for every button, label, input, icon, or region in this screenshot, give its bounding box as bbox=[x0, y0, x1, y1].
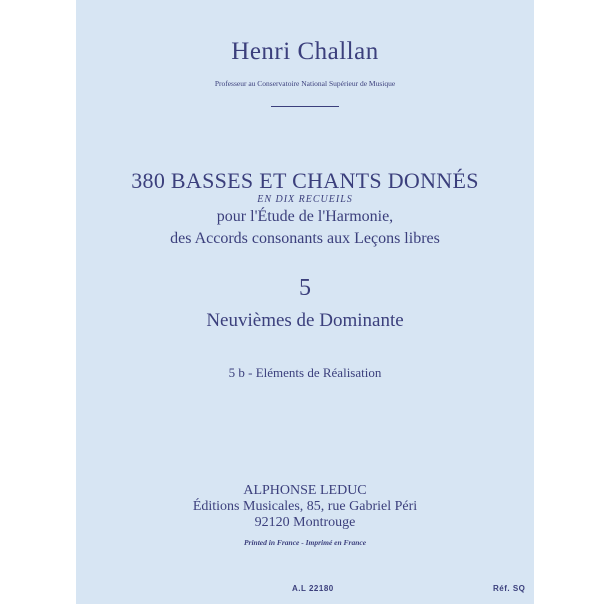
publisher-name: ALPHONSE LEDUC bbox=[243, 483, 367, 498]
subtitle-range: des Accords consonants aux Leçons libres bbox=[170, 230, 440, 247]
author-title: Professeur au Conservatoire National Supérieur de Musique bbox=[214, 79, 396, 88]
subtitle-study: pour l'Étude de l'Harmonie, bbox=[216, 208, 394, 225]
publisher-city: 92120 Montrouge bbox=[254, 515, 356, 530]
divider-rule bbox=[271, 106, 339, 107]
book-title: 380 BASSES ET CHANTS DONNÉS bbox=[131, 168, 479, 193]
subtitle-collections: EN DIX RECUEILS bbox=[257, 194, 353, 205]
author-name: Henri Challan bbox=[231, 38, 379, 65]
part-title: 5 b - Eléments de Réalisation bbox=[228, 365, 382, 380]
publisher-address: Éditions Musicales, 85, rue Gabriel Péri bbox=[192, 499, 418, 514]
printed-in: Printed in France - Imprimé en France bbox=[243, 538, 367, 547]
book-cover bbox=[76, 0, 534, 604]
volume-number: 5 bbox=[299, 275, 311, 301]
reference-code: Réf. SQ bbox=[493, 584, 526, 593]
volume-title: Neuvièmes de Dominante bbox=[206, 310, 404, 331]
catalog-number: A.L 22180 bbox=[292, 584, 334, 593]
